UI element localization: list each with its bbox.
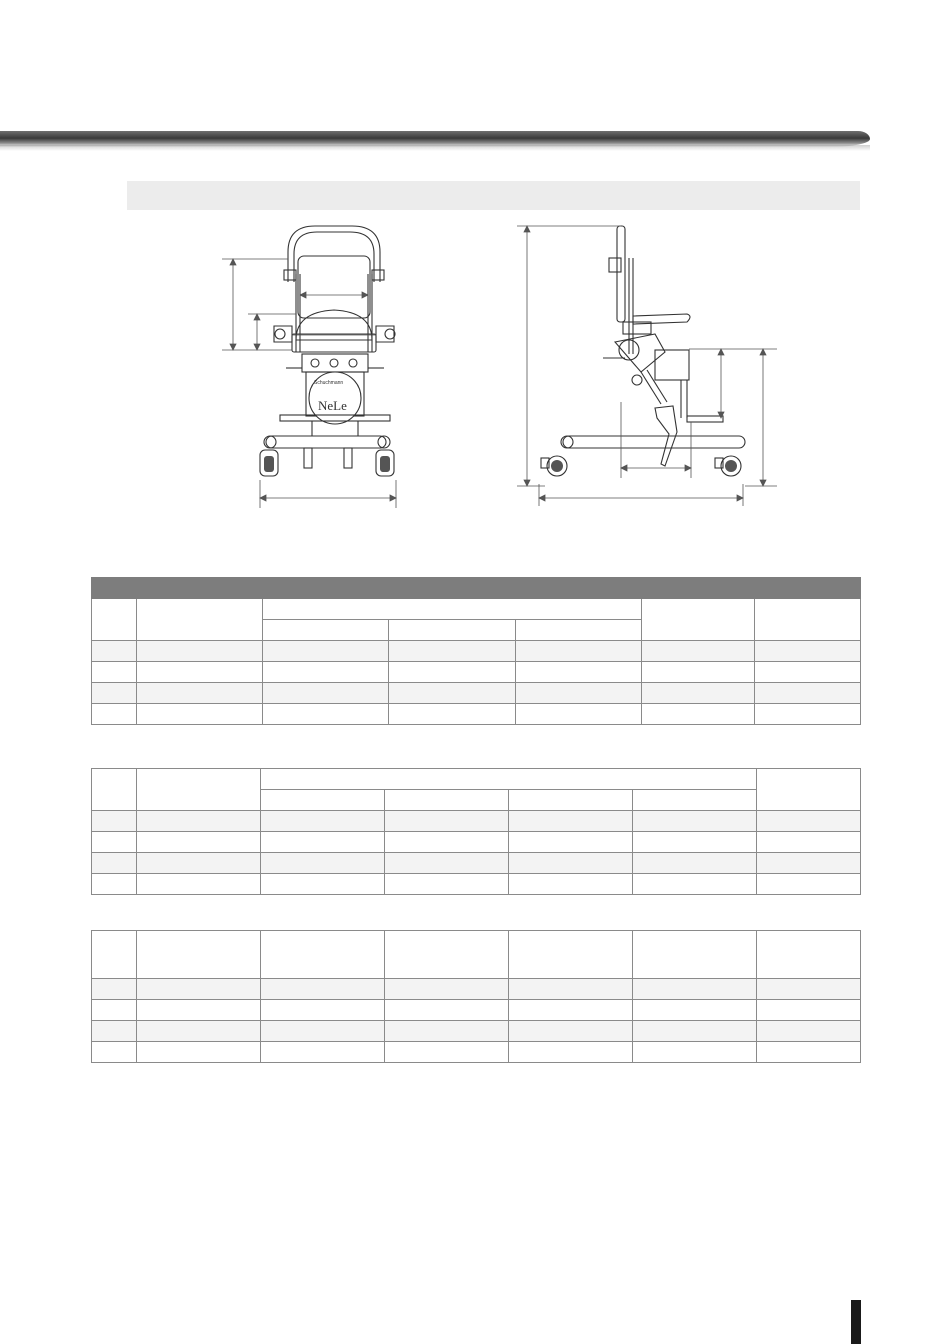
table-header-cell [757, 769, 861, 811]
table-row [92, 1021, 861, 1042]
table-header-cell [137, 931, 261, 979]
table-row [92, 874, 861, 895]
table-header-cell [757, 931, 861, 979]
table-row [92, 662, 861, 683]
spec-table-3 [91, 930, 861, 1063]
logo-text: NeLe [318, 398, 347, 413]
table-header-cell [137, 769, 261, 811]
brand-text: Schuchmann [314, 380, 344, 386]
section-title-bar [127, 181, 860, 210]
table-row [92, 704, 861, 725]
table-header-cell [633, 790, 757, 811]
page-edge-tab [851, 1300, 861, 1344]
table-header-cell [385, 931, 509, 979]
table-header-cell [261, 790, 385, 811]
table-header-cell [137, 599, 263, 641]
table-header-cell [516, 620, 642, 641]
table-row [92, 853, 861, 874]
table-row [92, 1000, 861, 1021]
table-header-cell [755, 599, 861, 641]
table-header-cell [92, 599, 137, 641]
table-header-cell [389, 620, 516, 641]
table-row [92, 832, 861, 853]
table-header-cell [263, 599, 642, 620]
side-view-drawing [505, 222, 795, 514]
table-header-cell [261, 931, 385, 979]
table-header-cell [633, 931, 757, 979]
table-header-cell [92, 769, 137, 811]
table-title [92, 578, 861, 599]
table-row [92, 979, 861, 1000]
table-header-cell [642, 599, 755, 641]
header-rule [0, 131, 870, 147]
table-row [92, 811, 861, 832]
front-view-drawing [200, 222, 430, 514]
table-row [92, 641, 861, 662]
table-header-cell [261, 769, 757, 790]
table-header-cell [92, 931, 137, 979]
spec-table-2 [91, 768, 861, 895]
spec-table-1 [91, 577, 861, 725]
table-header-cell [385, 790, 509, 811]
table-header-cell [509, 931, 633, 979]
table-header-cell [263, 620, 389, 641]
table-header-cell [509, 790, 633, 811]
table-row [92, 1042, 861, 1063]
table-row [92, 683, 861, 704]
